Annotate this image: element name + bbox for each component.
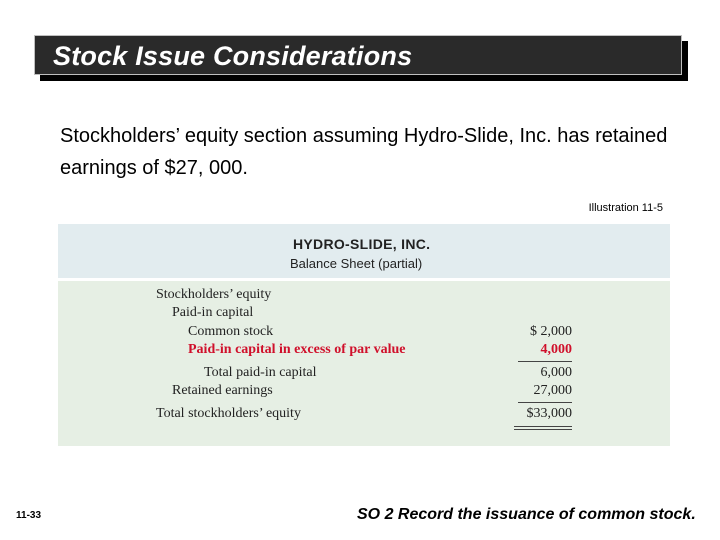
double-rule-top: [514, 426, 572, 427]
row-total-equity: Total stockholders’ equity: [156, 406, 301, 421]
row-stockholders-equity: Stockholders’ equity: [156, 287, 272, 302]
row-retained-earnings: Retained earnings: [172, 383, 273, 398]
company-name: HYDRO-SLIDE, INC.: [293, 236, 431, 252]
amount-total-paid-in: 6,000: [540, 365, 572, 380]
illustration-label: Illustration 11-5: [588, 202, 663, 214]
row-paid-in-capital: Paid-in capital: [172, 305, 254, 320]
subtotal-rule: [518, 361, 572, 362]
intro-text: Stockholders’ equity section assuming Hydro-Slide, Inc. has retained earnings of $27, 000.: [60, 125, 668, 179]
page-number: 11-33: [16, 510, 42, 521]
header-divider: [58, 278, 670, 281]
title-bar: [34, 35, 682, 75]
balance-sheet-subtitle: Balance Sheet (partial): [290, 256, 423, 271]
slide-title: Stock Issue Considerations: [53, 41, 413, 71]
amount-common-stock: $ 2,000: [530, 324, 572, 339]
double-rule-bottom: [514, 429, 572, 430]
amount-retained-earnings: 27,000: [533, 383, 572, 398]
row-paid-in-excess: Paid-in capital in excess of par value: [188, 342, 406, 357]
total-rule: [518, 402, 572, 403]
footer-objective: SO 2 Record the issuance of common stock.: [357, 506, 696, 523]
row-total-paid-in: Total paid-in capital: [204, 365, 317, 380]
amount-paid-in-excess: 4,000: [540, 342, 572, 357]
row-common-stock: Common stock: [188, 324, 274, 339]
amount-total-equity: $33,000: [526, 406, 572, 421]
